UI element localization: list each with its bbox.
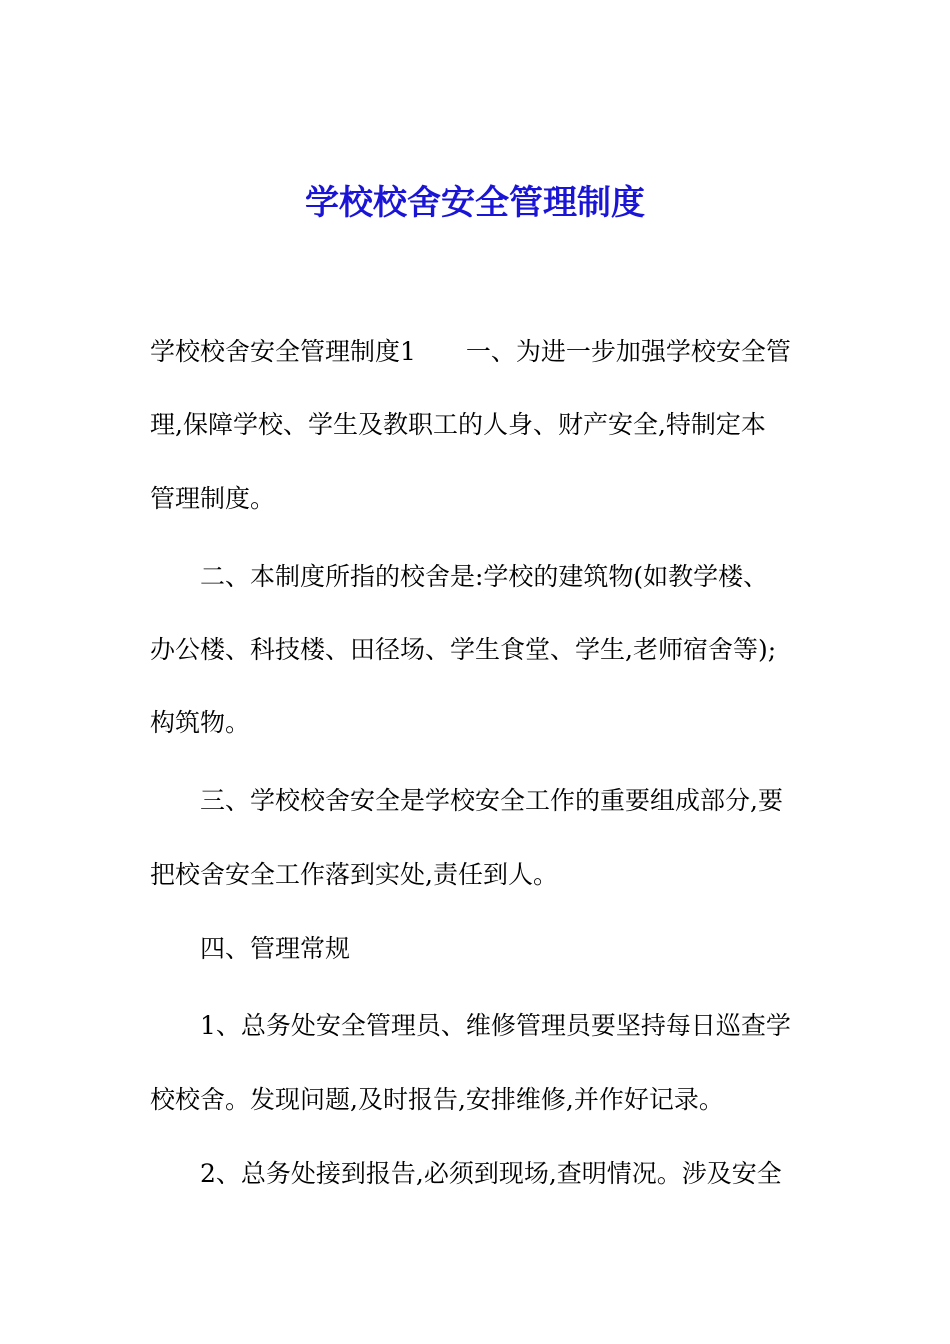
body-line-7: 三、学校校舍安全是学校安全工作的重要组成部分,要 (150, 786, 783, 815)
body-line-10: 1、总务处安全管理员、维修管理员要坚持每日巡查学 (150, 1011, 791, 1040)
body-line-8: 把校舍安全工作落到实处,责任到人。 (150, 860, 558, 889)
body-line-12: 2、总务处接到报告,必须到现场,查明情况。涉及安全 (150, 1159, 782, 1188)
document-title: 学校校舍安全管理制度 (305, 183, 645, 223)
body-line-9: 四、管理常规 (150, 934, 351, 963)
body-line-5: 办公楼、科技楼、田径场、学生食堂、学生,老师宿舍等); (150, 635, 777, 664)
body-line-11: 校校舍。发现问题,及时报告,安排维修,并作好记录。 (150, 1085, 724, 1114)
body-line-1: 学校校舍安全管理制度1 一、为进一步加强学校安全管 (150, 337, 791, 366)
body-line-3: 管理制度。 (150, 484, 276, 513)
body-line-4: 二、本制度所指的校舍是:学校的建筑物(如教学楼、 (150, 562, 769, 591)
body-line-2: 理,保障学校、学生及教职工的人身、财产安全,特制定本 (150, 410, 766, 439)
body-line-6: 构筑物。 (150, 708, 251, 737)
